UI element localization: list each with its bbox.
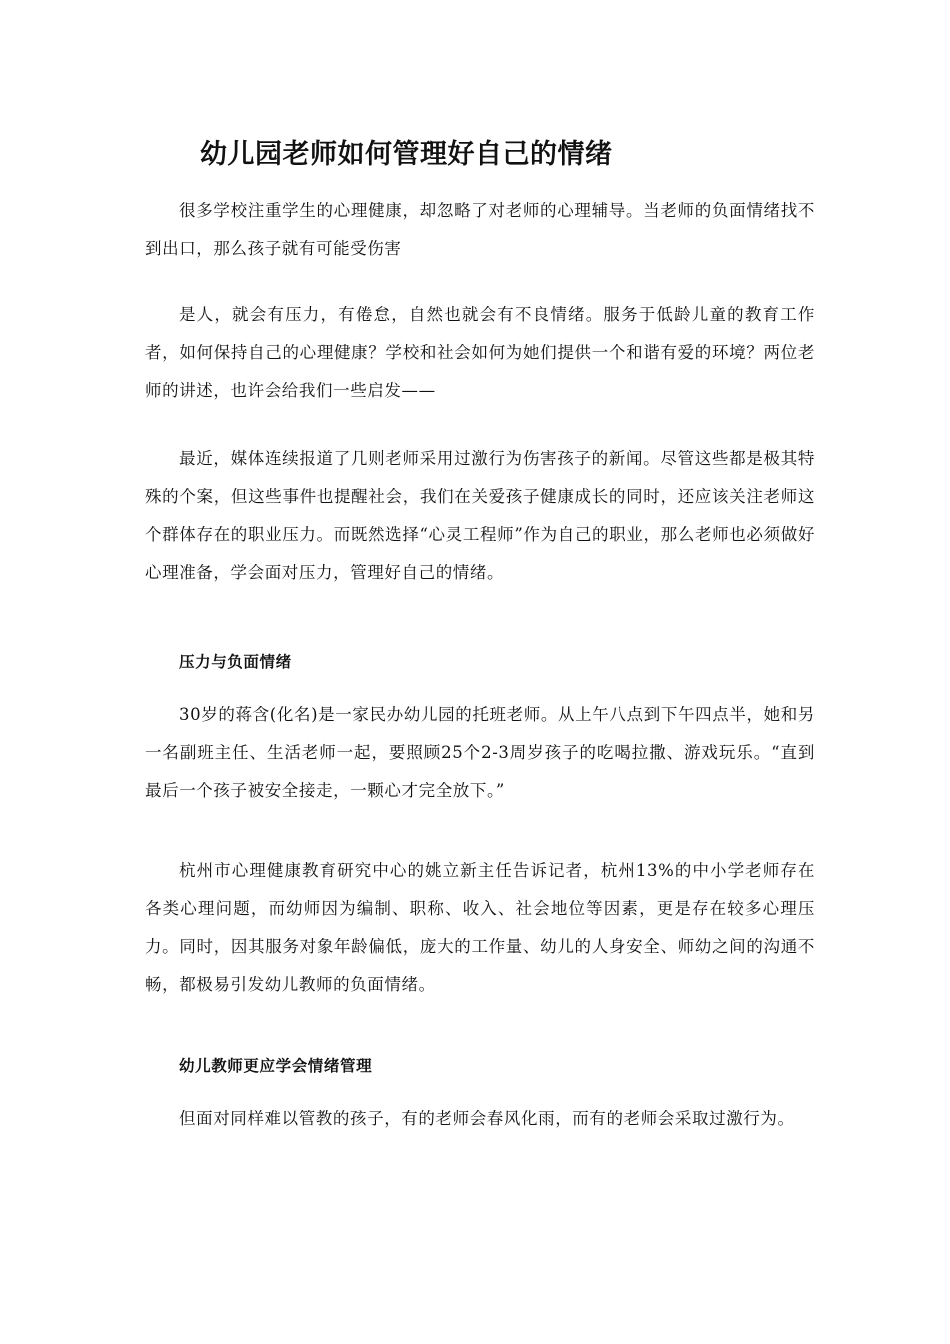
- paragraph-intro: 很多学校注重学生的心理健康，却忽略了对老师的心理辅导。当老师的负面情绪找不到出口，那么孩子就有可能受伤害: [145, 201, 815, 258]
- paragraph-stress: 是人，就会有压力，有倦怠，自然也就会有不良情绪。服务于低龄儿童的教育工作者，如何保持自己的心理健康？学校和社会如何为她们提供一个和谐有爱的环境？两位老师的讲述，也许会给我们一些启发——: [145, 305, 815, 400]
- document-title: 幼儿园老师如何管理好自己的情绪: [200, 139, 613, 170]
- paragraph-research: 杭州市心理健康教育研究中心的姚立新主任告诉记者，杭州13%的中小学老师存在各类心理问题，而幼师因为编制、职称、收入、社会地位等因素，更是存在较多心理压力。同时，因其服务对象年龄偏低，庞大的工作量、幼儿的人身安全、师幼之间的沟通不畅，都极易引发幼儿教师的负面情绪。: [145, 861, 815, 994]
- paragraph-contrast: 但面对同样难以管教的孩子，有的老师会春风化雨，而有的老师会采取过激行为。: [179, 1109, 795, 1128]
- section-heading-stress: 压力与负面情绪: [179, 653, 292, 671]
- paragraph-teacher-story: 30岁的蒋含(化名)是一家民办幼儿园的托班老师。从上午八点到下午四点半，她和另一名副班主任、生活老师一起，要照顾25个2-3周岁孩子的吃喝拉撒、游戏玩乐。“直到最后一个孩子被安全接走，一颗心才完全放下。”: [145, 705, 815, 800]
- section-heading-management: 幼儿教师更应学会情绪管理: [179, 1057, 373, 1075]
- paragraph-news: 最近，媒体连续报道了几则老师采用过激行为伤害孩子的新闻。尽管这些都是极其特殊的个案，但这些事件也提醒社会，我们在关爱孩子健康成长的同时，还应该关注老师这个群体存在的职业压力。而既然选择“心灵工程师”作为自己的职业，那么老师也必须做好心理准备，学会面对压力，管理好自己的情绪。: [145, 449, 815, 582]
